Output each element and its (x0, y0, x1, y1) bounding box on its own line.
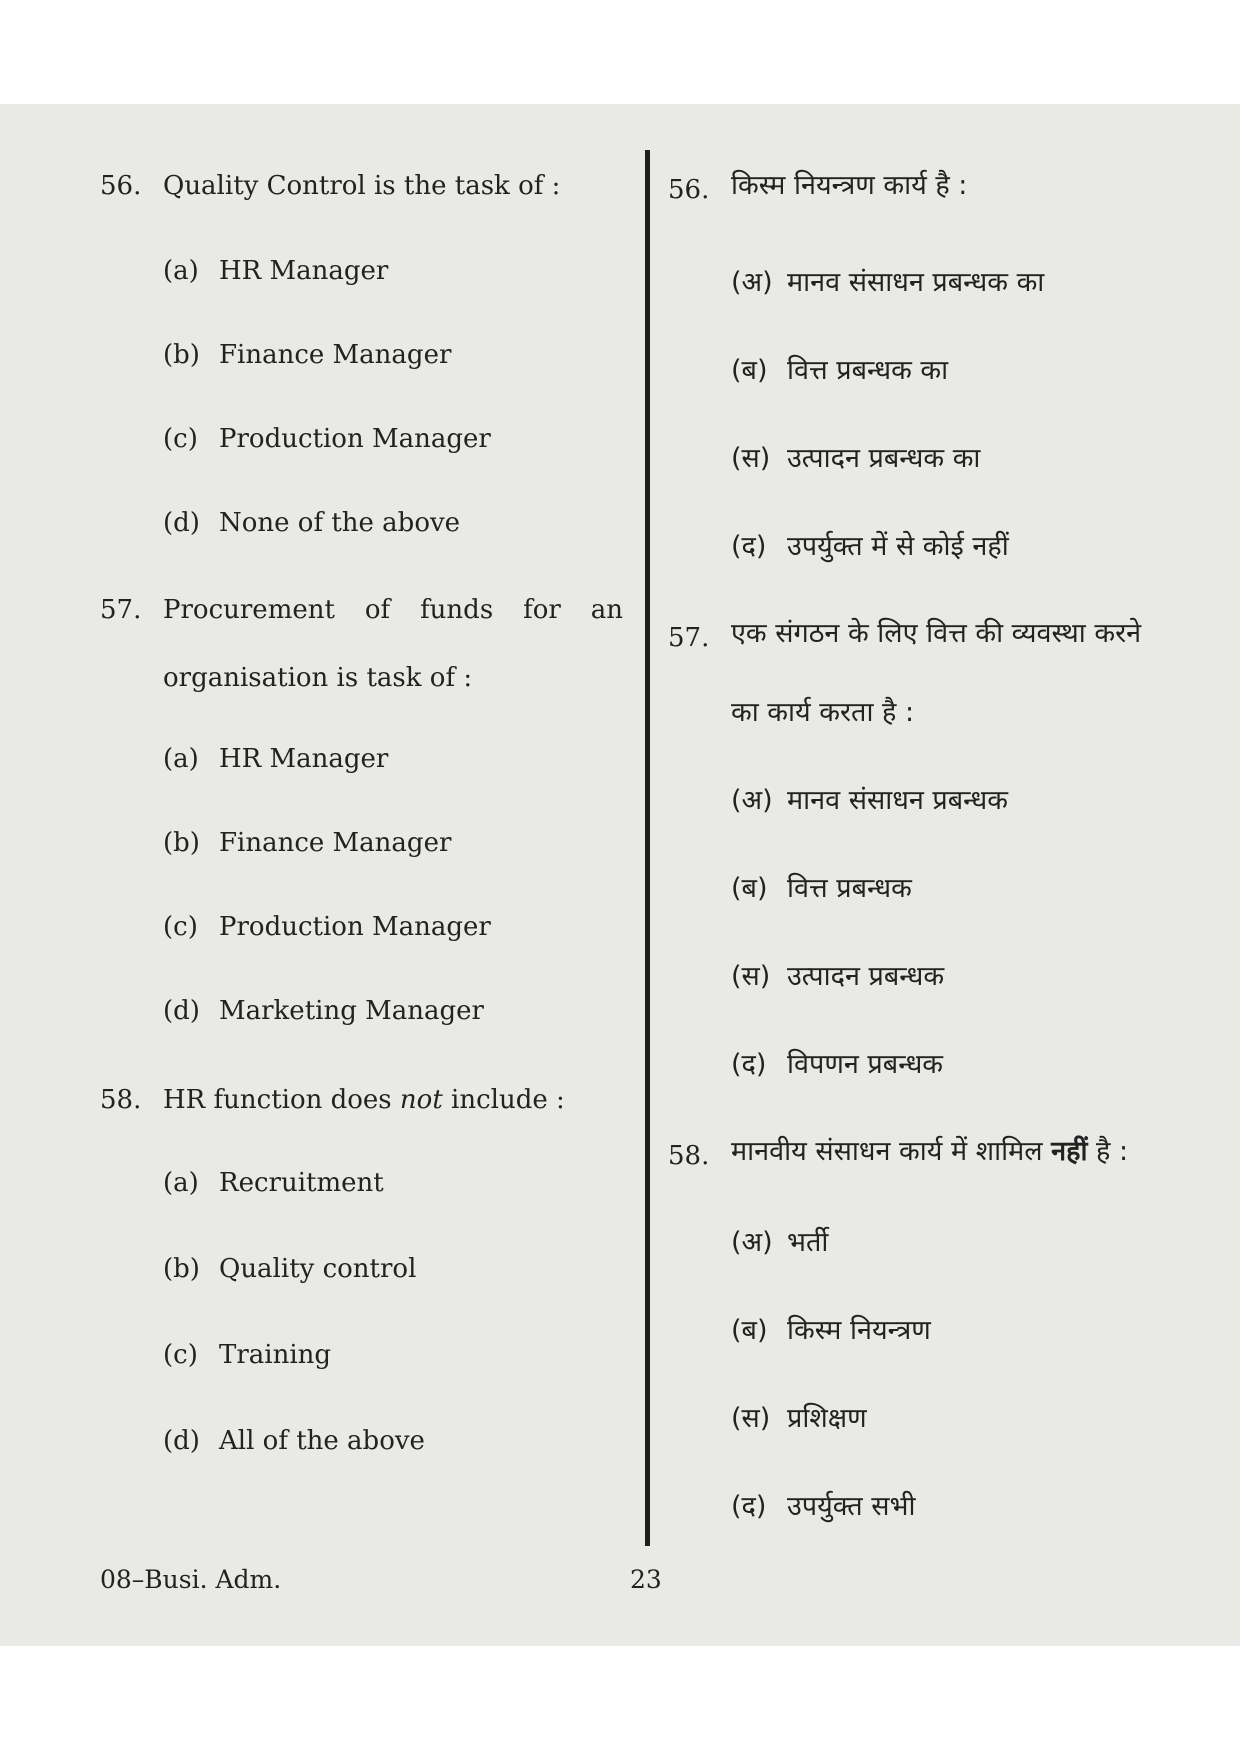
option-56b-en: (b) Finance Manager (163, 340, 452, 370)
question-number: 57. (100, 595, 142, 625)
option-58b-en: (b) Quality control (163, 1254, 417, 1284)
question-stem-line1: एक संगठन के लिए वित्त की व्यवस्था करने (731, 618, 1142, 649)
question-stem: मानवीय संसाधन कार्य में शामिल नहीं है : (731, 1136, 1129, 1167)
option-56a-en: (a) HR Manager (163, 256, 389, 286)
question-number: 56. (100, 171, 142, 201)
option-57d-en: (d) Marketing Manager (163, 996, 484, 1026)
page-number: 23 (630, 1565, 662, 1594)
column-divider (645, 150, 650, 1546)
question-number: 58. (100, 1085, 142, 1115)
option-58a-en: (a) Recruitment (163, 1168, 384, 1198)
option-57c-hi: (स) उत्पादन प्रबन्धक (731, 961, 945, 992)
option-58d-en: (d) All of the above (163, 1426, 425, 1456)
option-57b-en: (b) Finance Manager (163, 828, 452, 858)
question-stem: Quality Control is the task of : (163, 171, 561, 201)
question-stem: HR function does not include : (163, 1085, 565, 1115)
option-57a-en: (a) HR Manager (163, 744, 389, 774)
question-number: 57. (668, 623, 710, 653)
option-56a-hi: (अ) मानव संसाधन प्रबन्धक का (731, 267, 1045, 298)
question-stem-line2: organisation is task of : (163, 663, 473, 693)
question-stem-line2: का कार्य करता है : (731, 697, 915, 728)
paper-code: 08–Busi. Adm. (100, 1565, 282, 1594)
option-56c-en: (c) Production Manager (163, 424, 491, 454)
option-56b-hi: (ब) वित्त प्रबन्धक का (731, 355, 949, 386)
question-number: 56. (668, 175, 710, 205)
option-58c-hi: (स) प्रशिक्षण (731, 1403, 867, 1434)
option-57b-hi: (ब) वित्त प्रबन्धक (731, 873, 912, 904)
question-stem-line1: Procurement of funds for an (163, 595, 623, 625)
option-56c-hi: (स) उत्पादन प्रबन्धक का (731, 443, 981, 474)
option-57a-hi: (अ) मानव संसाधन प्रबन्धक (731, 785, 1008, 816)
question-number: 58. (668, 1141, 710, 1171)
option-56d-en: (d) None of the above (163, 508, 461, 538)
option-57d-hi: (द) विपणन प्रबन्धक (731, 1049, 944, 1080)
option-58a-hi: (अ) भर्ती (731, 1227, 829, 1258)
option-56d-hi: (द) उपर्युक्त में से कोई नहीं (731, 531, 1009, 562)
option-58c-en: (c) Training (163, 1340, 332, 1370)
option-57c-en: (c) Production Manager (163, 912, 491, 942)
option-58b-hi: (ब) किस्म नियन्त्रण (731, 1315, 931, 1346)
question-stem: किस्म नियन्त्रण कार्य है : (731, 170, 968, 201)
option-58d-hi: (द) उपर्युक्त सभी (731, 1491, 916, 1522)
page-sheet (0, 104, 1240, 1646)
